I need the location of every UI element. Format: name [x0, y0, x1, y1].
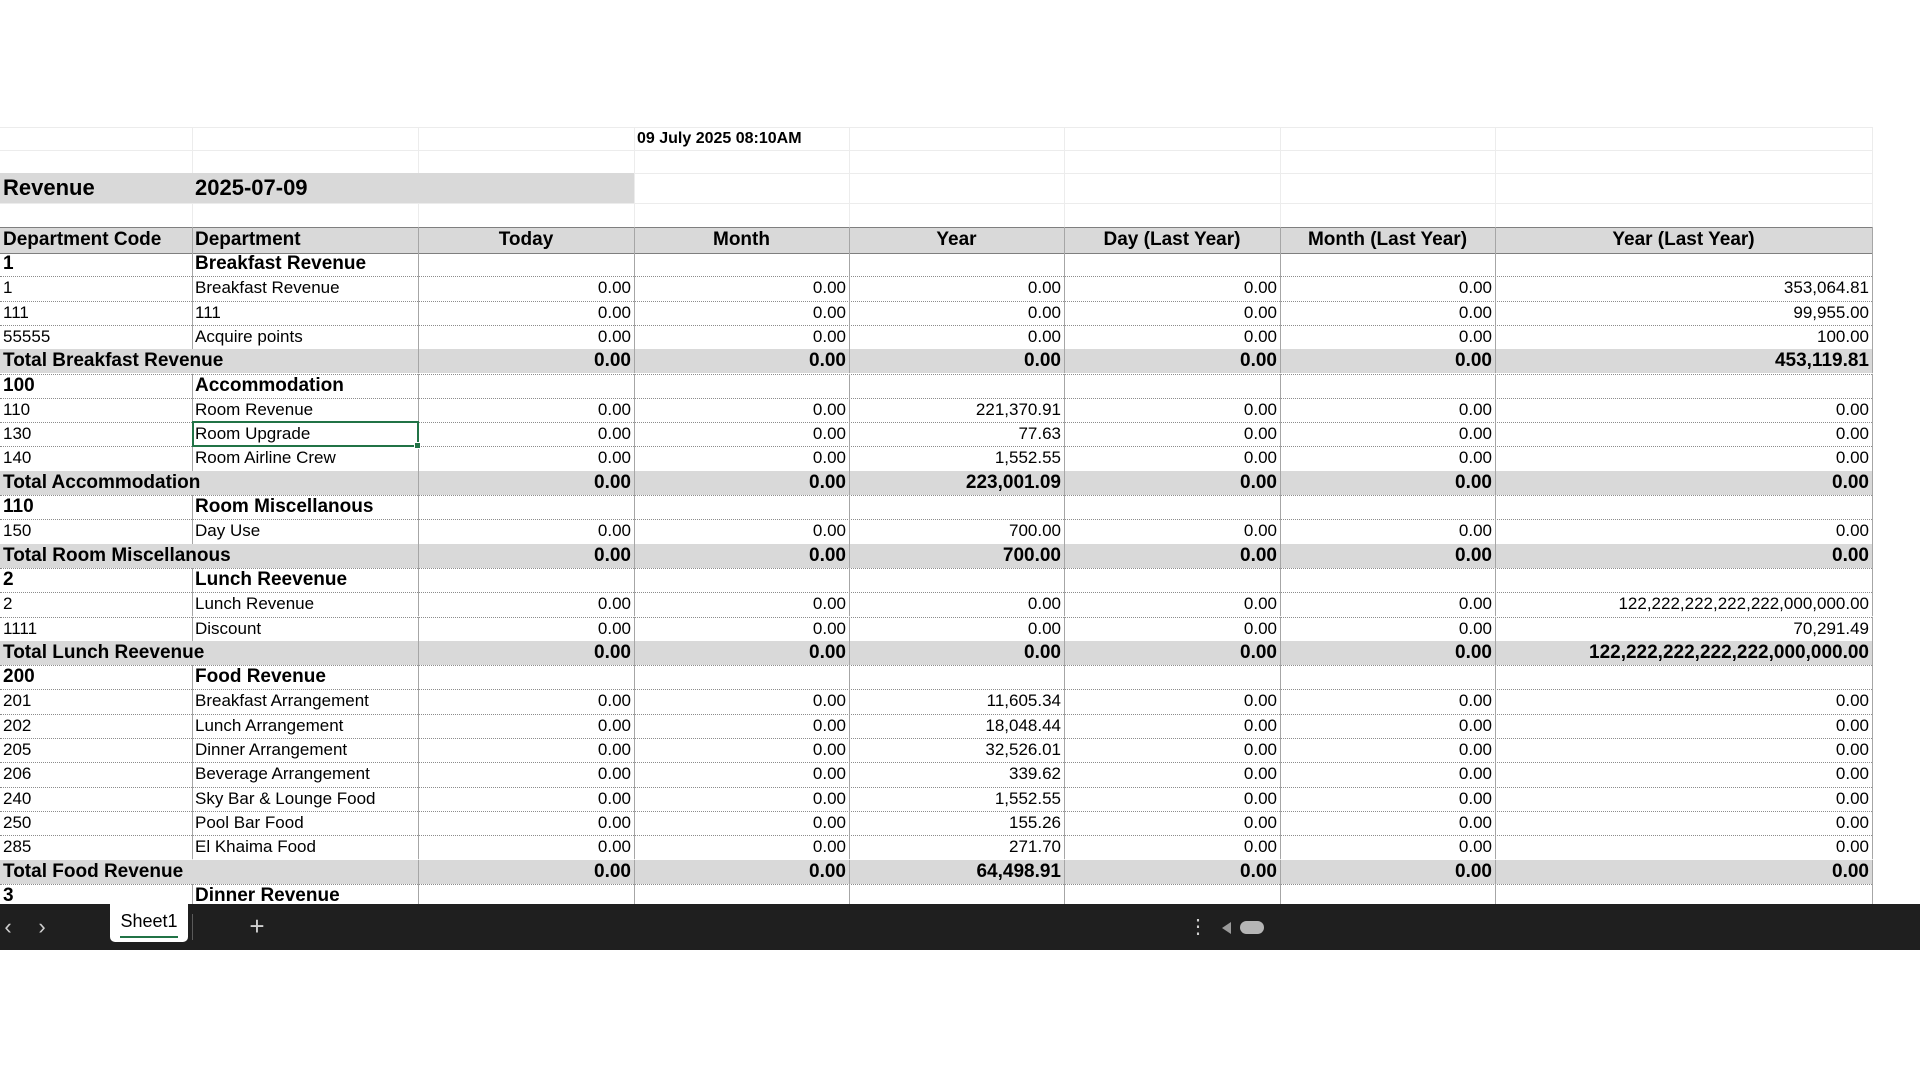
- total-year[interactable]: 0.00: [1024, 641, 1061, 663]
- group-code[interactable]: 100: [3, 374, 35, 396]
- cell-separator: [1872, 835, 1873, 859]
- value-year-ly[interactable]: 0.00: [1835, 448, 1869, 468]
- cell-separator: [634, 884, 635, 904]
- value-month[interactable]: 0.00: [812, 715, 846, 735]
- value-day-ly[interactable]: 0.00: [1243, 278, 1277, 298]
- group-name[interactable]: Food Revenue: [195, 666, 326, 688]
- department-name[interactable]: Day Use: [195, 521, 261, 541]
- group-name[interactable]: Accommodation: [195, 374, 344, 396]
- value-month[interactable]: 0.00: [812, 326, 846, 346]
- department-code[interactable]: 111: [3, 302, 29, 322]
- department-name[interactable]: Sky Bar & Lounge Food: [195, 788, 376, 808]
- department-name[interactable]: Lunch Arrangement: [195, 715, 344, 735]
- value-year[interactable]: 155.26: [1009, 812, 1061, 832]
- cell-separator: [1280, 495, 1281, 519]
- department-code[interactable]: 130: [3, 424, 32, 444]
- value-year[interactable]: 700.00: [1009, 521, 1061, 541]
- total-year-ly[interactable]: 0.00: [1832, 860, 1869, 882]
- cell-separator: [1495, 495, 1496, 519]
- cell-separator: [1064, 495, 1065, 519]
- department-name[interactable]: Lunch Revenue: [195, 594, 315, 614]
- cell-separator: [418, 495, 419, 519]
- value-year[interactable]: 339.62: [1009, 764, 1061, 784]
- column-header-month-ly[interactable]: Month (Last Year): [1307, 229, 1468, 250]
- value-year-ly[interactable]: 100.00: [1817, 326, 1869, 346]
- total-day-ly[interactable]: 0.00: [1240, 350, 1277, 372]
- scroll-left-icon[interactable]: [1222, 922, 1231, 934]
- value-year-ly[interactable]: 353,064.81: [1783, 278, 1869, 298]
- value-today[interactable]: 0.00: [597, 399, 631, 419]
- department-code[interactable]: 55555: [3, 326, 51, 346]
- department-name[interactable]: Beverage Arrangement: [195, 764, 370, 784]
- group-code[interactable]: 110: [3, 496, 34, 517]
- value-month-ly[interactable]: 0.00: [1458, 691, 1492, 711]
- column-header-year-ly[interactable]: Year (Last Year): [1612, 229, 1755, 250]
- group-code[interactable]: 3: [3, 884, 14, 904]
- cell-separator: [1872, 738, 1873, 762]
- column-header-today[interactable]: Today: [498, 229, 554, 250]
- group-name[interactable]: Room Miscellanous: [195, 496, 374, 517]
- value-today[interactable]: 0.00: [597, 740, 631, 759]
- value-year[interactable]: 32,526.01: [985, 740, 1061, 759]
- value-day-ly[interactable]: 0.00: [1243, 618, 1277, 638]
- value-year[interactable]: 18,048.44: [985, 715, 1061, 735]
- value-month-ly[interactable]: 0.00: [1458, 618, 1492, 638]
- department-code[interactable]: 202: [3, 715, 32, 735]
- cell-separator: [1495, 568, 1496, 592]
- department-code[interactable]: 285: [3, 837, 32, 857]
- group-code[interactable]: 200: [3, 666, 35, 688]
- department-code[interactable]: 1111: [3, 618, 38, 638]
- value-year[interactable]: 0.00: [1027, 594, 1061, 614]
- cell-separator: [418, 252, 419, 276]
- cell-separator: [1872, 714, 1873, 738]
- value-today[interactable]: 0.00: [597, 764, 631, 784]
- value-day-ly[interactable]: 0.00: [1243, 740, 1277, 759]
- cell-separator: [1872, 446, 1873, 470]
- cell-separator: [418, 884, 419, 904]
- value-month[interactable]: 0.00: [812, 740, 846, 759]
- department-name[interactable]: Room Revenue: [195, 399, 314, 419]
- grid-row-line: [0, 203, 1872, 204]
- value-year-ly[interactable]: 122,222,222,222,222,000,000.00: [1618, 594, 1869, 614]
- value-month-ly[interactable]: 0.00: [1458, 837, 1492, 857]
- cell-separator: [1872, 252, 1873, 276]
- total-label[interactable]: Total Lunch Reevenue: [3, 641, 205, 663]
- cell-separator: [634, 495, 635, 519]
- value-day-ly[interactable]: 0.00: [1243, 326, 1277, 346]
- add-sheet-button[interactable]: [240, 904, 274, 950]
- value-month-ly[interactable]: 0.00: [1458, 448, 1492, 468]
- chevron-right-icon[interactable]: ›: [38, 914, 46, 939]
- chevron-left-icon[interactable]: ‹: [4, 914, 12, 939]
- value-day-ly[interactable]: 0.00: [1243, 812, 1277, 832]
- value-month[interactable]: 0.00: [812, 837, 846, 857]
- cell-separator: [1872, 617, 1873, 641]
- value-day-ly[interactable]: 0.00: [1243, 424, 1277, 444]
- total-today[interactable]: 0.00: [594, 641, 631, 663]
- total-label[interactable]: Total Room Miscellanous: [3, 544, 231, 566]
- cell-separator: [1872, 641, 1873, 665]
- cell-separator: [1872, 811, 1873, 835]
- cell-separator: [1872, 374, 1873, 398]
- total-label[interactable]: Total Food Revenue: [3, 860, 184, 882]
- cell-separator: [1872, 884, 1873, 904]
- value-month[interactable]: 0.00: [812, 788, 846, 808]
- value-year-ly[interactable]: 0.00: [1835, 521, 1869, 541]
- cell-separator: [634, 665, 635, 689]
- cell-separator: [1280, 568, 1281, 592]
- department-name[interactable]: Dinner Arrangement: [195, 740, 348, 759]
- cell-separator: [1872, 689, 1873, 713]
- value-today[interactable]: 0.00: [597, 691, 631, 711]
- value-day-ly[interactable]: 0.00: [1243, 788, 1277, 808]
- total-year-ly[interactable]: 453,119.81: [1774, 350, 1869, 372]
- department-name[interactable]: Pool Bar Food: [195, 812, 304, 832]
- total-day-ly[interactable]: 0.00: [1240, 471, 1277, 493]
- value-day-ly[interactable]: 0.00: [1243, 594, 1277, 614]
- cell-separator: [418, 374, 419, 398]
- value-day-ly[interactable]: 0.00: [1243, 448, 1277, 468]
- value-month[interactable]: 0.00: [812, 278, 846, 298]
- value-day-ly[interactable]: 0.00: [1243, 302, 1277, 322]
- department-code[interactable]: 206: [3, 764, 32, 784]
- value-today[interactable]: 0.00: [597, 812, 631, 832]
- value-month[interactable]: 0.00: [812, 424, 846, 444]
- horizontal-scrollbar-thumb[interactable]: [1240, 921, 1264, 934]
- value-month-ly[interactable]: 0.00: [1458, 594, 1492, 614]
- value-month-ly[interactable]: 0.00: [1458, 302, 1492, 322]
- total-month[interactable]: 0.00: [809, 544, 846, 566]
- value-year-ly[interactable]: 0.00: [1835, 740, 1869, 759]
- total-label[interactable]: Total Breakfast Revenue: [3, 350, 224, 372]
- cell-separator: [1064, 568, 1065, 592]
- group-code[interactable]: 1: [3, 253, 14, 274]
- value-month-ly[interactable]: 0.00: [1458, 399, 1492, 419]
- total-today[interactable]: 0.00: [594, 544, 631, 566]
- group-name[interactable]: Dinner Revenue: [195, 884, 340, 904]
- column-header-month[interactable]: Month: [713, 229, 770, 250]
- cell-separator: [1495, 252, 1496, 276]
- spreadsheet-grid[interactable]: [0, 127, 1920, 904]
- grid-row-line: [0, 150, 1872, 151]
- total-today[interactable]: 0.00: [594, 471, 631, 493]
- total-today[interactable]: 0.00: [594, 860, 631, 882]
- value-today[interactable]: 0.00: [597, 837, 631, 857]
- total-year-ly[interactable]: 0.00: [1832, 471, 1869, 493]
- value-year[interactable]: 0.00: [1027, 326, 1061, 346]
- column-header-code[interactable]: Department Code: [3, 229, 162, 250]
- cell-separator: [1872, 349, 1873, 373]
- value-month[interactable]: 0.00: [812, 448, 846, 468]
- total-month[interactable]: 0.00: [809, 350, 846, 372]
- cell-separator: [849, 252, 850, 276]
- total-year-ly[interactable]: 0.00: [1832, 544, 1869, 566]
- value-day-ly[interactable]: 0.00: [1243, 837, 1277, 857]
- cell-separator: [418, 568, 419, 592]
- total-today[interactable]: 0.00: [594, 350, 631, 372]
- group-name[interactable]: Lunch Reevenue: [195, 568, 348, 590]
- value-year[interactable]: 77.63: [1018, 424, 1061, 444]
- value-year[interactable]: 1,552.55: [994, 448, 1061, 468]
- department-name[interactable]: Breakfast Arrangement: [195, 691, 369, 711]
- value-year[interactable]: 1,552.55: [994, 788, 1061, 808]
- plus-icon: +: [249, 911, 265, 941]
- total-day-ly[interactable]: 0.00: [1240, 641, 1277, 663]
- department-code[interactable]: 150: [3, 521, 32, 541]
- value-month[interactable]: 0.00: [812, 812, 846, 832]
- value-year[interactable]: 0.00: [1027, 618, 1061, 638]
- value-day-ly[interactable]: 0.00: [1243, 715, 1277, 735]
- report-timestamp[interactable]: 09 July 2025 08:10AM: [637, 130, 802, 147]
- total-month-ly[interactable]: 0.00: [1455, 860, 1492, 882]
- total-label[interactable]: Total Accommodation: [3, 471, 201, 493]
- cell-separator: [849, 568, 850, 592]
- cell-separator: [418, 665, 419, 689]
- value-month[interactable]: 0.00: [812, 399, 846, 419]
- value-year-ly[interactable]: 0.00: [1835, 424, 1869, 444]
- value-day-ly[interactable]: 0.00: [1243, 764, 1277, 784]
- cell-separator: [1280, 374, 1281, 398]
- value-month-ly[interactable]: 0.00: [1458, 812, 1492, 832]
- total-day-ly[interactable]: 0.00: [1240, 544, 1277, 566]
- cell-separator: [1872, 325, 1873, 349]
- total-month[interactable]: 0.00: [809, 860, 846, 882]
- cell-separator: [1872, 519, 1873, 543]
- column-header-department[interactable]: Department: [195, 229, 301, 250]
- cell-separator: [1872, 762, 1873, 786]
- value-month[interactable]: 0.00: [812, 521, 846, 541]
- column-header-day-ly[interactable]: Day (Last Year): [1103, 229, 1241, 250]
- value-month[interactable]: 0.00: [812, 691, 846, 711]
- department-code[interactable]: 240: [3, 788, 32, 808]
- value-month[interactable]: 0.00: [812, 618, 846, 638]
- value-year[interactable]: 271.70: [1009, 837, 1061, 857]
- cell-separator: [1064, 884, 1065, 904]
- cell-separator: [1872, 787, 1873, 811]
- department-name[interactable]: El Khaima Food: [195, 837, 316, 857]
- value-year-ly[interactable]: 0.00: [1835, 764, 1869, 784]
- value-day-ly[interactable]: 0.00: [1243, 691, 1277, 711]
- cell-separator: [1280, 884, 1281, 904]
- value-year-ly[interactable]: 0.00: [1835, 788, 1869, 808]
- total-year-ly[interactable]: 122,222,222,222,222,000,000.00: [1589, 641, 1869, 663]
- department-code[interactable]: 2: [3, 594, 13, 614]
- value-month-ly[interactable]: 0.00: [1458, 326, 1492, 346]
- department-name[interactable]: Room Airline Crew: [195, 448, 336, 468]
- total-month-ly[interactable]: 0.00: [1455, 471, 1492, 493]
- value-today[interactable]: 0.00: [597, 618, 631, 638]
- value-year-ly[interactable]: 0.00: [1835, 691, 1869, 711]
- value-year-ly[interactable]: 0.00: [1835, 812, 1869, 832]
- department-code[interactable]: 250: [3, 812, 32, 832]
- cell-separator: [849, 374, 850, 398]
- cell-separator: [849, 665, 850, 689]
- value-month-ly[interactable]: 0.00: [1458, 764, 1492, 784]
- cell-separator: [1872, 665, 1873, 689]
- cell-separator: [1872, 495, 1873, 519]
- department-name[interactable]: Discount: [195, 618, 262, 638]
- value-month-ly[interactable]: 0.00: [1458, 740, 1492, 759]
- department-name[interactable]: Acquire points: [195, 326, 303, 346]
- value-day-ly[interactable]: 0.00: [1243, 399, 1277, 419]
- value-month[interactable]: 0.00: [812, 594, 846, 614]
- value-year[interactable]: 0.00: [1027, 278, 1061, 298]
- total-year[interactable]: 0.00: [1024, 350, 1061, 372]
- department-code[interactable]: 205: [3, 740, 32, 759]
- tab-divider: [192, 914, 193, 940]
- department-name[interactable]: Room Upgrade: [195, 424, 311, 444]
- value-day-ly[interactable]: 0.00: [1243, 521, 1277, 541]
- total-year[interactable]: 223,001.09: [965, 471, 1061, 493]
- value-month[interactable]: 0.00: [812, 764, 846, 784]
- cell-separator: [1495, 374, 1496, 398]
- total-day-ly[interactable]: 0.00: [1240, 860, 1277, 882]
- value-month-ly[interactable]: 0.00: [1458, 788, 1492, 808]
- cell-separator: [1064, 374, 1065, 398]
- value-year-ly[interactable]: 0.00: [1835, 715, 1869, 735]
- cell-separator: [1280, 665, 1281, 689]
- report-date[interactable]: 2025-07-09: [195, 175, 308, 200]
- cell-separator: [634, 568, 635, 592]
- value-today[interactable]: 0.00: [597, 521, 631, 541]
- total-month-ly[interactable]: 0.00: [1455, 544, 1492, 566]
- tab-sheet1[interactable]: Sheet1: [110, 904, 188, 942]
- cell-separator: [1872, 544, 1873, 568]
- sheet-tab-bar: [0, 904, 1920, 950]
- value-year-ly[interactable]: 0.00: [1835, 837, 1869, 857]
- value-today[interactable]: 0.00: [597, 594, 631, 614]
- value-year-ly[interactable]: 0.00: [1835, 399, 1869, 419]
- value-year[interactable]: 0.00: [1027, 302, 1061, 322]
- department-code[interactable]: 110: [3, 399, 31, 419]
- cell-separator: [1280, 252, 1281, 276]
- value-today[interactable]: 0.00: [597, 788, 631, 808]
- value-month[interactable]: 0.00: [812, 302, 846, 322]
- value-month-ly[interactable]: 0.00: [1458, 521, 1492, 541]
- total-month[interactable]: 0.00: [809, 641, 846, 663]
- more-vertical-icon[interactable]: ⋮: [1188, 916, 1208, 938]
- cell-separator: [849, 495, 850, 519]
- total-month-ly[interactable]: 0.00: [1455, 350, 1492, 372]
- grid-row-line: [0, 127, 1872, 128]
- value-year-ly[interactable]: 99,955.00: [1793, 302, 1869, 322]
- cell-separator: [1872, 276, 1873, 300]
- value-today[interactable]: 0.00: [597, 715, 631, 735]
- group-name[interactable]: Breakfast Revenue: [195, 253, 367, 274]
- value-month-ly[interactable]: 0.00: [1458, 278, 1492, 298]
- cell-separator: [634, 374, 635, 398]
- value-year[interactable]: 11,605.34: [986, 691, 1061, 711]
- cell-separator: [1872, 301, 1873, 325]
- column-header-separator: [1872, 227, 1873, 252]
- department-name[interactable]: 111: [195, 302, 221, 322]
- cell-separator: [1872, 592, 1873, 616]
- value-today[interactable]: 0.00: [597, 448, 631, 468]
- value-month-ly[interactable]: 0.00: [1458, 424, 1492, 444]
- value-month-ly[interactable]: 0.00: [1458, 715, 1492, 735]
- cell-separator: [1872, 568, 1873, 592]
- report-title[interactable]: Revenue: [3, 175, 95, 200]
- cell-separator: [1872, 471, 1873, 495]
- group-code[interactable]: 2: [3, 568, 14, 590]
- department-code[interactable]: 201: [3, 691, 32, 711]
- value-today[interactable]: 0.00: [597, 424, 631, 444]
- total-month-ly[interactable]: 0.00: [1455, 641, 1492, 663]
- value-today[interactable]: 0.00: [597, 278, 631, 298]
- cell-separator: [1872, 422, 1873, 446]
- total-year[interactable]: 64,498.91: [976, 860, 1061, 882]
- value-year-ly[interactable]: 70,291.49: [1793, 618, 1869, 638]
- cell-separator: [1495, 665, 1496, 689]
- department-name[interactable]: Breakfast Revenue: [195, 278, 340, 298]
- cell-separator: [1064, 252, 1065, 276]
- cell-separator: [1872, 398, 1873, 422]
- column-header-year[interactable]: Year: [936, 229, 977, 250]
- cell-separator: [1495, 884, 1496, 904]
- cell-separator: [1872, 860, 1873, 884]
- cell-separator: [849, 884, 850, 904]
- cell-separator: [1064, 665, 1065, 689]
- department-code[interactable]: 140: [3, 448, 32, 468]
- cell-separator: [634, 252, 635, 276]
- value-today[interactable]: 0.00: [597, 302, 631, 322]
- total-month[interactable]: 0.00: [809, 471, 846, 493]
- value-year[interactable]: 221,370.91: [975, 399, 1061, 419]
- value-today[interactable]: 0.00: [597, 326, 631, 346]
- department-code[interactable]: 1: [3, 278, 13, 298]
- total-year[interactable]: 700.00: [1002, 544, 1061, 566]
